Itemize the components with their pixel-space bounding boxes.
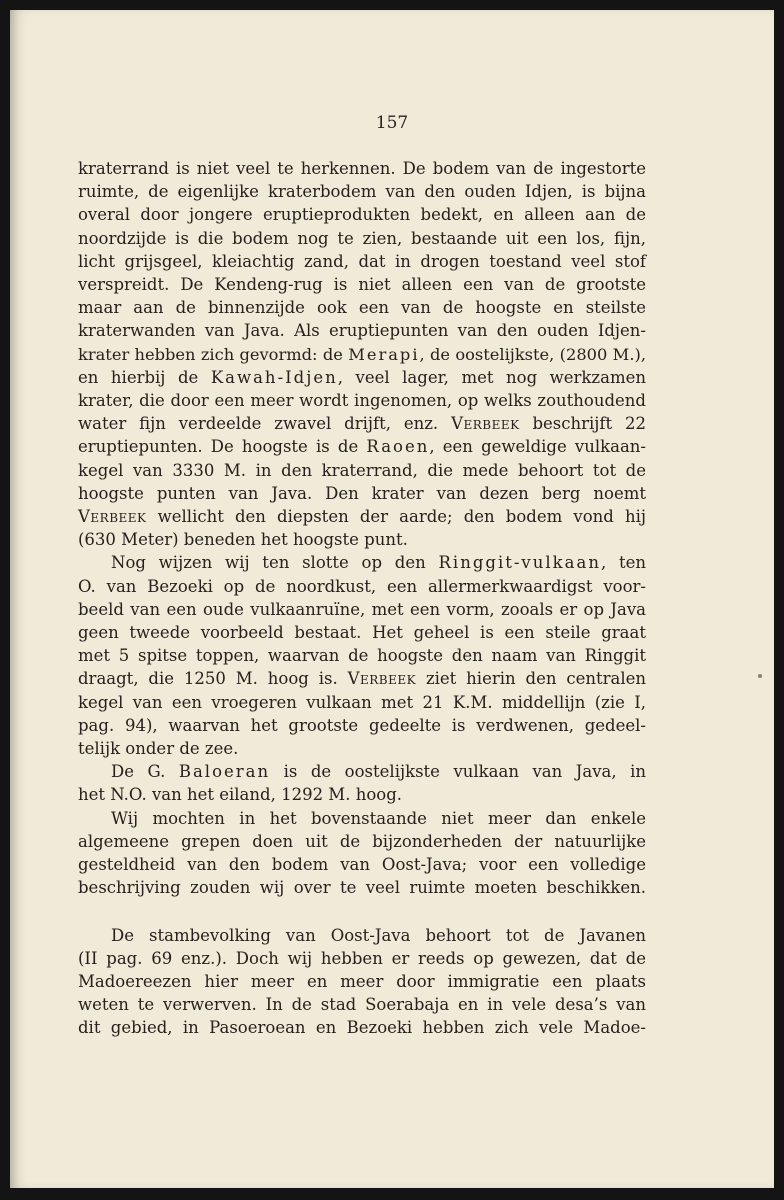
- spaced-name: Kawah-Idjen: [210, 367, 338, 387]
- text-line: beeld van een oude vulkaanruïne, met een vorm, zooals er op Java: [78, 599, 646, 619]
- author-name: Verbeek: [451, 414, 520, 434]
- text-line: overal door jongere eruptieprodukten bedekt, en alleen aan de: [78, 205, 646, 225]
- text-line: (630 Meter) beneden het hoogste punt.: [78, 530, 408, 550]
- author-name: Verbeek: [78, 507, 147, 527]
- text-line: kegel van een vroegeren vulkaan met 21 K.M. middellijn (zie I,: [78, 692, 646, 712]
- text-line: pag. 94), waarvan het grootste gedeelte is verdwenen, gedeel-: [78, 715, 646, 735]
- text-line: ruimte, de eigenlijke kraterbodem van den ouden Idjen, is bijna: [78, 182, 646, 202]
- paper-speck: [758, 674, 762, 678]
- page-number: 157: [375, 113, 409, 133]
- spaced-name: Merapi: [348, 344, 420, 364]
- text-line: licht grijsgeel, kleiachtig zand, dat in drogen toestand veel stof: [78, 251, 646, 271]
- text-line: O. van Bezoeki op de noordkust, een allermerkwaardigst voor-: [78, 576, 646, 596]
- author-name: Verbeek: [347, 669, 417, 689]
- text-line: beschrijving zouden wij over te veel ruimte moeten beschikken.: [78, 878, 646, 898]
- text-line: eruptiepunten. De hoogste is de Raoen, een geweldige vulkaan-: [78, 437, 646, 457]
- text-line: algemeene grepen doen uit de bijzonderheden der natuurlijke: [78, 831, 646, 851]
- spaced-name: Raoen: [366, 437, 430, 457]
- text-line: kegel van 3330 M. in den kraterrand, die mede behoort tot de: [78, 460, 646, 480]
- text-line: kraterrand is niet veel te herkennen. De bodem van de ingestorte: [78, 159, 646, 178]
- paragraph-gap: [78, 900, 646, 924]
- text-line: krater hebben zich gevormd: de Merapi, de oostelijkste, (2800 M.),: [78, 344, 646, 364]
- text-line: (II pag. 69 enz.). Doch wij hebben er reeds op gewezen, dat de: [78, 948, 646, 968]
- text-line: Madoereezen hier meer en meer door immigratie een plaats: [78, 971, 646, 991]
- text-line: Nog wijzen wij ten slotte op den Ringgit-vulkaan, ten: [111, 553, 646, 573]
- text-line: Wij mochten in het bovenstaande niet meer dan enkele: [111, 808, 646, 828]
- text-line: De stambevolking van Oost-Java behoort tot de Javanen: [111, 925, 646, 945]
- book-page: [10, 10, 774, 1188]
- text-line: draagt, die 1250 M. hoog is. Verbeek ziet hierin den centralen: [78, 669, 646, 689]
- text-line: water fijn verdeelde zwavel drijft, enz. Verbeek beschrijft 22: [78, 414, 646, 434]
- text-line: weten te verwerven. In de stad Soerabaja en in vele desa’s van: [78, 995, 646, 1015]
- text-line: maar aan de binnenzijde ook een van de hoogste en steilste: [78, 298, 646, 318]
- text-line: kraterwanden van Java. Als eruptiepunten van den ouden Idjen-: [78, 321, 646, 341]
- text-line: hoogste punten van Java. Den krater van dezen berg noemt: [78, 483, 646, 503]
- body-text: [78, 157, 646, 1040]
- text-line: dit gebied, in Pasoeroean en Bezoeki hebben zich vele Madoe-: [78, 1018, 646, 1038]
- text-line: met 5 spitse toppen, waarvan de hoogste den naam van Ringgit: [78, 646, 646, 666]
- text-line: en hierbij de Kawah-Idjen, veel lager, met nog werkzamen: [78, 367, 646, 387]
- text-line: het N.O. van het eiland, 1292 M. hoog.: [78, 785, 402, 805]
- text-line: Verbeek wellicht den diepsten der aarde; den bodem vond hij: [78, 507, 646, 527]
- text-line: krater, die door een meer wordt ingenomen, op welks zouthoudend: [78, 391, 646, 411]
- text-line: gesteldheid van den bodem van Oost-Java; voor een volledige: [78, 855, 646, 875]
- text-line: telijk onder de zee.: [78, 739, 239, 759]
- text-line: verspreidt. De Kendeng-rug is niet alleen een van de grootste: [78, 275, 646, 295]
- spaced-name: Ringgit-vulkaan: [438, 553, 601, 573]
- spaced-name: Baloeran: [178, 762, 271, 782]
- text-line: De G. Baloeran is de oostelijkste vulkaan van Java, in: [111, 762, 646, 782]
- text-line: noordzijde is die bodem nog te zien, bestaande uit een los, fijn,: [78, 228, 646, 248]
- text-line: geen tweede voorbeeld bestaat. Het geheel is een steile graat: [78, 623, 646, 643]
